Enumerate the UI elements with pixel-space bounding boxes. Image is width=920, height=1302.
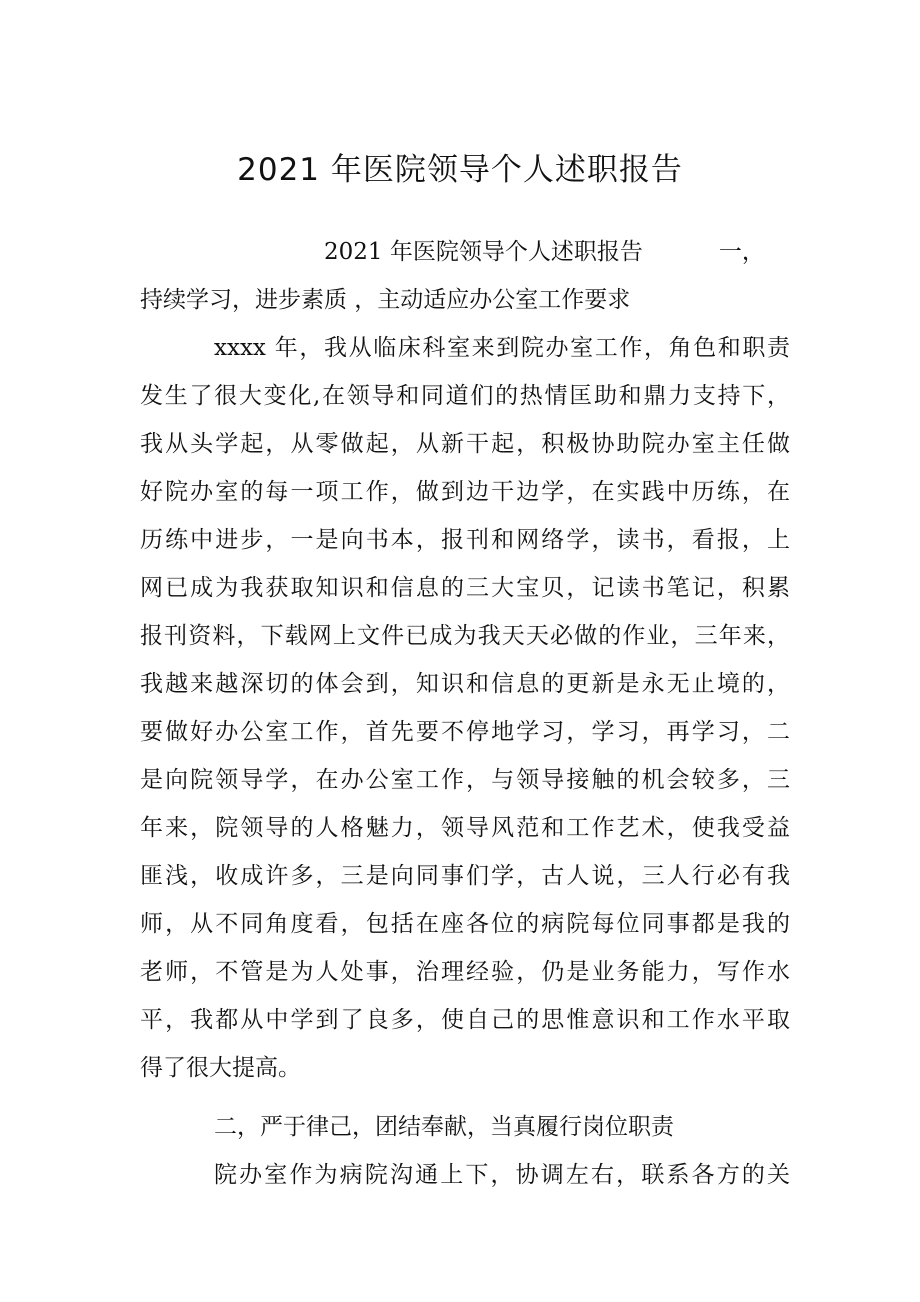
paragraph-line: xxxx 年，我从临床科室来到院办室工作，角色和职责: [214, 335, 790, 361]
paragraph-line: 匪浅，收成许多，三是向同事们学，古人说，三人行必有我: [140, 863, 790, 889]
paragraph-line: 好院办室的每一项工作，做到边干边学，在实践中历练，在: [140, 479, 790, 505]
paragraph-line: 要做好办公室工作，首先要不停地学习，学习，再学习，二: [140, 719, 790, 745]
paragraph-line: 发生了很大变化,在领导和同道们的热情匡助和鼎力支持下，: [140, 383, 790, 409]
document-title: 2021 年医院领导个人述职报告: [237, 152, 683, 188]
paragraph-line: 网已成为我获取知识和信息的三大宝贝，记读书笔记，积累: [140, 575, 790, 601]
section2-heading: 二，严于律己，团结奉献，当真履行岗位职责: [214, 1114, 674, 1140]
paragraph-line: 我从头学起，从零做起，从新干起，积极协助院办室主任做: [140, 431, 790, 457]
paragraph-line: 老师，不管是为人处事，治理经验，仍是业务能力，写作水: [140, 959, 790, 985]
intro-line: [140, 228, 790, 276]
paragraph-line: 平，我都从中学到了良多，使自己的思惟意识和工作水平取: [140, 1007, 790, 1033]
paragraph-line: 院办室作为病院沟通上下，协调左右，联系各方的关: [214, 1162, 790, 1188]
section1-heading: 持续学习，进步素质 ，主动适应办公室工作要求: [140, 287, 631, 313]
document-body: [140, 228, 790, 1199]
intro-marker: 一，: [718, 239, 765, 265]
paragraph-line: 我越来越深切的体会到，知识和信息的更新是永无止境的，: [140, 671, 790, 697]
paragraph-line: 得了很大提高。: [140, 1055, 301, 1081]
paragraph-line: 是向院领导学，在办公室工作，与领导接触的机会较多，三: [140, 767, 790, 793]
intro-subtitle: 2021 年医院领导个人述职报告: [324, 239, 643, 265]
paragraph-line: 师，从不同角度看，包括在座各位的病院每位同事都是我的: [140, 911, 790, 937]
paragraph-line: 年来，院领导的人格魅力，领导风范和工作艺术，使我受益: [140, 815, 790, 841]
paragraph-line: 历练中进步，一是向书本，报刊和网络学，读书，看报，上: [140, 527, 790, 553]
paragraph-line: 报刊资料，下载网上文件已成为我天天必做的作业，三年来，: [140, 623, 790, 649]
